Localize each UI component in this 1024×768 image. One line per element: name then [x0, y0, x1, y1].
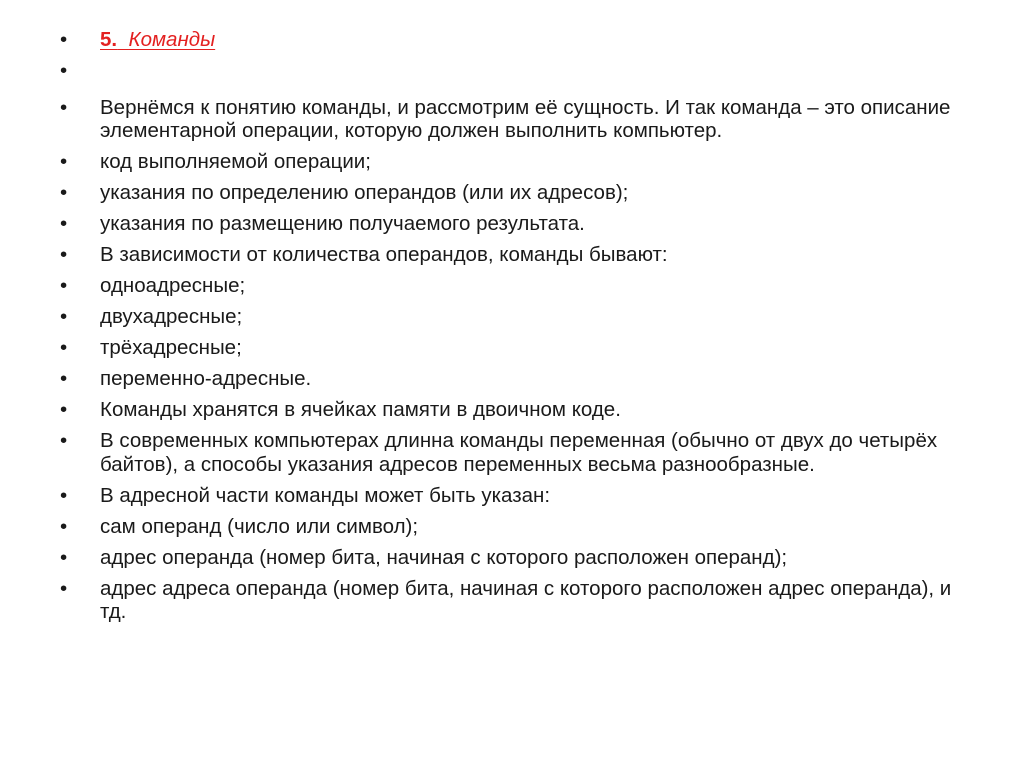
- title-number: 5.: [100, 28, 118, 51]
- bullet-list: [60, 28, 980, 631]
- title-word: Команды: [128, 28, 216, 51]
- list-item-text: указания по размещению получаемого результата.: [100, 212, 585, 235]
- list-item-text: Вернёмся к понятию команды, и рассмотрим её сущность. И так команда – это описание элементарной операции, которую должен выполнить компьютер.: [100, 95, 951, 142]
- bullet-icon: •: [60, 28, 68, 51]
- list-item: [60, 429, 980, 476]
- list-item: [60, 398, 980, 422]
- bullet-icon: •: [60, 212, 68, 235]
- bullet-icon: •: [60, 305, 68, 328]
- list-item: [60, 181, 980, 205]
- list-item: [60, 305, 980, 329]
- list-item-text: В современных компьютерах длинна команды переменная (обычно от двух до четырёх байтов), а способы указания адресов переменных весьма разнообразные.: [100, 429, 938, 476]
- bullet-icon: •: [60, 150, 68, 173]
- bullet-icon: •: [60, 181, 68, 204]
- list-item-text: одноадресные;: [100, 274, 246, 297]
- bullet-icon: •: [60, 59, 68, 82]
- list-item-text: переменно-адресные.: [100, 367, 312, 390]
- list-item: [60, 367, 980, 391]
- list-item: [60, 243, 980, 267]
- bullet-icon: •: [60, 243, 68, 266]
- title-item: [60, 28, 980, 52]
- list-item: [60, 274, 980, 298]
- bullet-icon: •: [60, 514, 68, 538]
- list-item: [60, 336, 980, 360]
- bullet-icon: •: [60, 398, 68, 421]
- list-item-text: Команды хранятся в ячейках памяти в двоичном коде.: [100, 398, 621, 421]
- list-item-text: двухадресные;: [100, 305, 243, 328]
- list-item: [60, 546, 980, 570]
- bullet-icon: •: [60, 336, 68, 359]
- list-item-text: адрес операнда (номер бита, начиная с которого расположен операнд);: [100, 545, 788, 569]
- bullet-icon: •: [60, 274, 68, 297]
- slide-title: [100, 28, 215, 51]
- list-item-text: код выполняемой операции;: [100, 150, 371, 173]
- list-item: [60, 577, 980, 624]
- list-item-text: адрес адреса операнда (номер бита, начиная с которого расположен адрес операнда), и тд.: [100, 576, 952, 623]
- list-item: [60, 484, 980, 508]
- list-item-text: В адресной части команды может быть указан:: [100, 483, 551, 507]
- list-item-text: указания по определению операндов (или их адресов);: [100, 181, 629, 204]
- list-item-empty: [60, 59, 980, 88]
- bullet-icon: •: [60, 545, 68, 569]
- list-item-text: сам операнд (число или символ);: [100, 514, 419, 538]
- bullet-icon: •: [60, 576, 68, 600]
- bullet-icon: •: [60, 483, 68, 507]
- list-item: [60, 515, 980, 539]
- list-item-text: В зависимости от количества операндов, команды бывают:: [100, 243, 668, 266]
- list-item: [60, 212, 980, 236]
- list-item: [60, 150, 980, 174]
- list-item: [60, 96, 980, 143]
- bullet-icon: •: [60, 367, 68, 390]
- bullet-icon: •: [60, 95, 68, 119]
- list-item-text: трёхадресные;: [100, 336, 242, 359]
- bullet-icon: •: [60, 429, 68, 452]
